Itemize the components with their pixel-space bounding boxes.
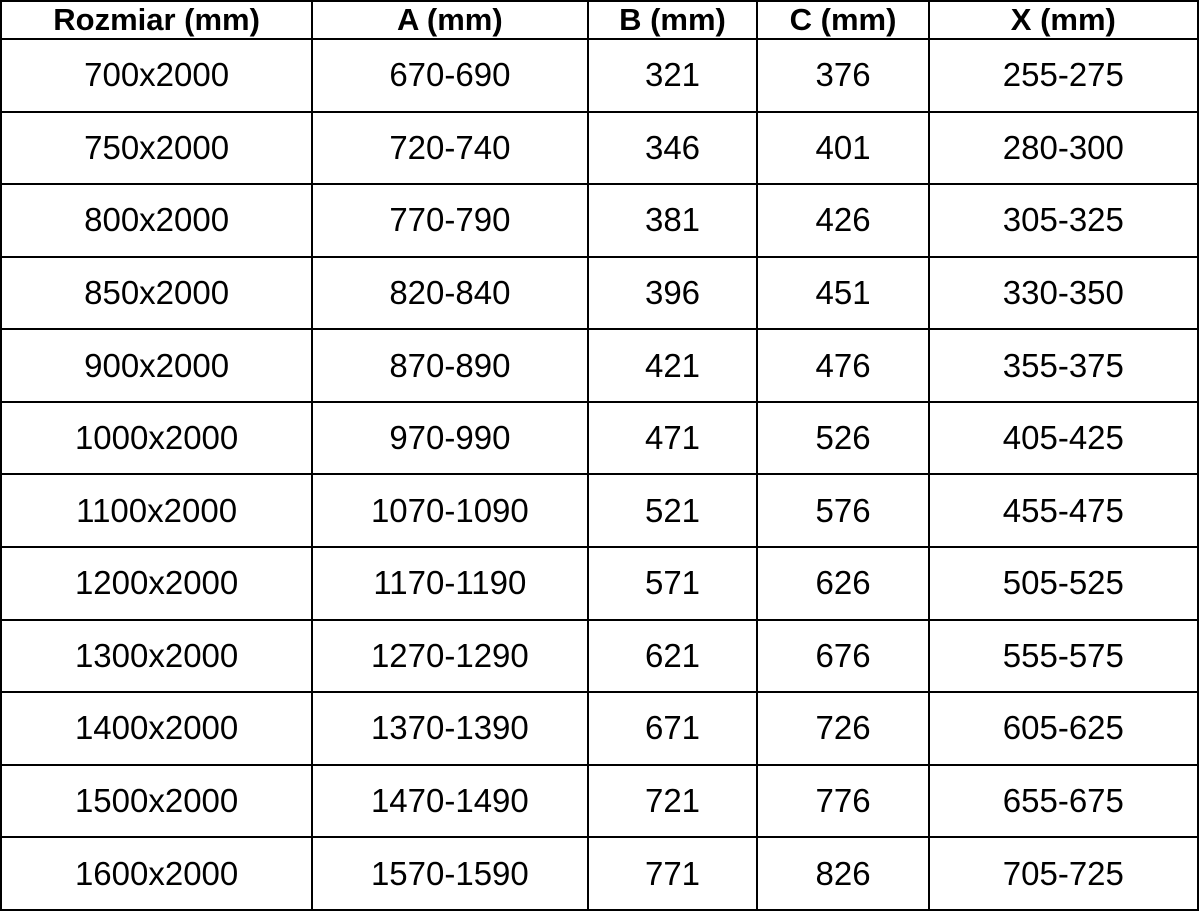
table-cell: 571	[588, 547, 758, 620]
table-cell: 1600x2000	[1, 837, 312, 910]
table-cell: 676	[757, 620, 928, 693]
table-cell: 621	[588, 620, 758, 693]
table-body	[1, 39, 1198, 910]
table-row	[1, 329, 1198, 402]
table-cell: 1470-1490	[312, 765, 587, 838]
table-row	[1, 474, 1198, 547]
table-row	[1, 547, 1198, 620]
table-cell: 255-275	[929, 39, 1198, 112]
table-cell: 505-525	[929, 547, 1198, 620]
table-cell: 870-890	[312, 329, 587, 402]
table-cell: 900x2000	[1, 329, 312, 402]
table-row	[1, 257, 1198, 330]
table-cell: 776	[757, 765, 928, 838]
table-cell: 626	[757, 547, 928, 620]
table-row	[1, 39, 1198, 112]
table-cell: 970-990	[312, 402, 587, 475]
table-row	[1, 765, 1198, 838]
table-cell: 800x2000	[1, 184, 312, 257]
table-cell: 1570-1590	[312, 837, 587, 910]
table-cell: 521	[588, 474, 758, 547]
table-cell: 1170-1190	[312, 547, 587, 620]
table-cell: 826	[757, 837, 928, 910]
table-row	[1, 620, 1198, 693]
table-cell: 770-790	[312, 184, 587, 257]
table-cell: 451	[757, 257, 928, 330]
table-cell: 1400x2000	[1, 692, 312, 765]
table-cell: 471	[588, 402, 758, 475]
table-cell: 721	[588, 765, 758, 838]
table-cell: 555-575	[929, 620, 1198, 693]
header-row	[1, 1, 1198, 39]
table-cell: 346	[588, 112, 758, 185]
table-row	[1, 184, 1198, 257]
table-row	[1, 112, 1198, 185]
table-cell: 605-625	[929, 692, 1198, 765]
table-cell: 426	[757, 184, 928, 257]
column-header-0: Rozmiar (mm)	[1, 1, 312, 39]
table-cell: 321	[588, 39, 758, 112]
column-header-1: A (mm)	[312, 1, 587, 39]
table-cell: 476	[757, 329, 928, 402]
table-cell: 401	[757, 112, 928, 185]
table-cell: 421	[588, 329, 758, 402]
table-cell: 700x2000	[1, 39, 312, 112]
table-cell: 1100x2000	[1, 474, 312, 547]
table-cell: 376	[757, 39, 928, 112]
table-row	[1, 692, 1198, 765]
column-header-4: X (mm)	[929, 1, 1198, 39]
table-cell: 1070-1090	[312, 474, 587, 547]
table-cell: 305-325	[929, 184, 1198, 257]
table-cell: 526	[757, 402, 928, 475]
table-cell: 1370-1390	[312, 692, 587, 765]
table-cell: 405-425	[929, 402, 1198, 475]
table-cell: 671	[588, 692, 758, 765]
table-cell: 705-725	[929, 837, 1198, 910]
table-cell: 396	[588, 257, 758, 330]
column-header-3: C (mm)	[757, 1, 928, 39]
column-header-2: B (mm)	[588, 1, 758, 39]
table-cell: 381	[588, 184, 758, 257]
table-cell: 1270-1290	[312, 620, 587, 693]
table-cell: 355-375	[929, 329, 1198, 402]
table-cell: 750x2000	[1, 112, 312, 185]
table-row	[1, 837, 1198, 910]
table-cell: 771	[588, 837, 758, 910]
table-cell: 280-300	[929, 112, 1198, 185]
table-cell: 1000x2000	[1, 402, 312, 475]
table-cell: 1200x2000	[1, 547, 312, 620]
table-cell: 455-475	[929, 474, 1198, 547]
table-cell: 850x2000	[1, 257, 312, 330]
table-cell: 1500x2000	[1, 765, 312, 838]
table-cell: 670-690	[312, 39, 587, 112]
table-cell: 330-350	[929, 257, 1198, 330]
table-row	[1, 402, 1198, 475]
table-cell: 1300x2000	[1, 620, 312, 693]
table-cell: 576	[757, 474, 928, 547]
table-cell: 820-840	[312, 257, 587, 330]
table-cell: 720-740	[312, 112, 587, 185]
table-cell: 655-675	[929, 765, 1198, 838]
table-cell: 726	[757, 692, 928, 765]
